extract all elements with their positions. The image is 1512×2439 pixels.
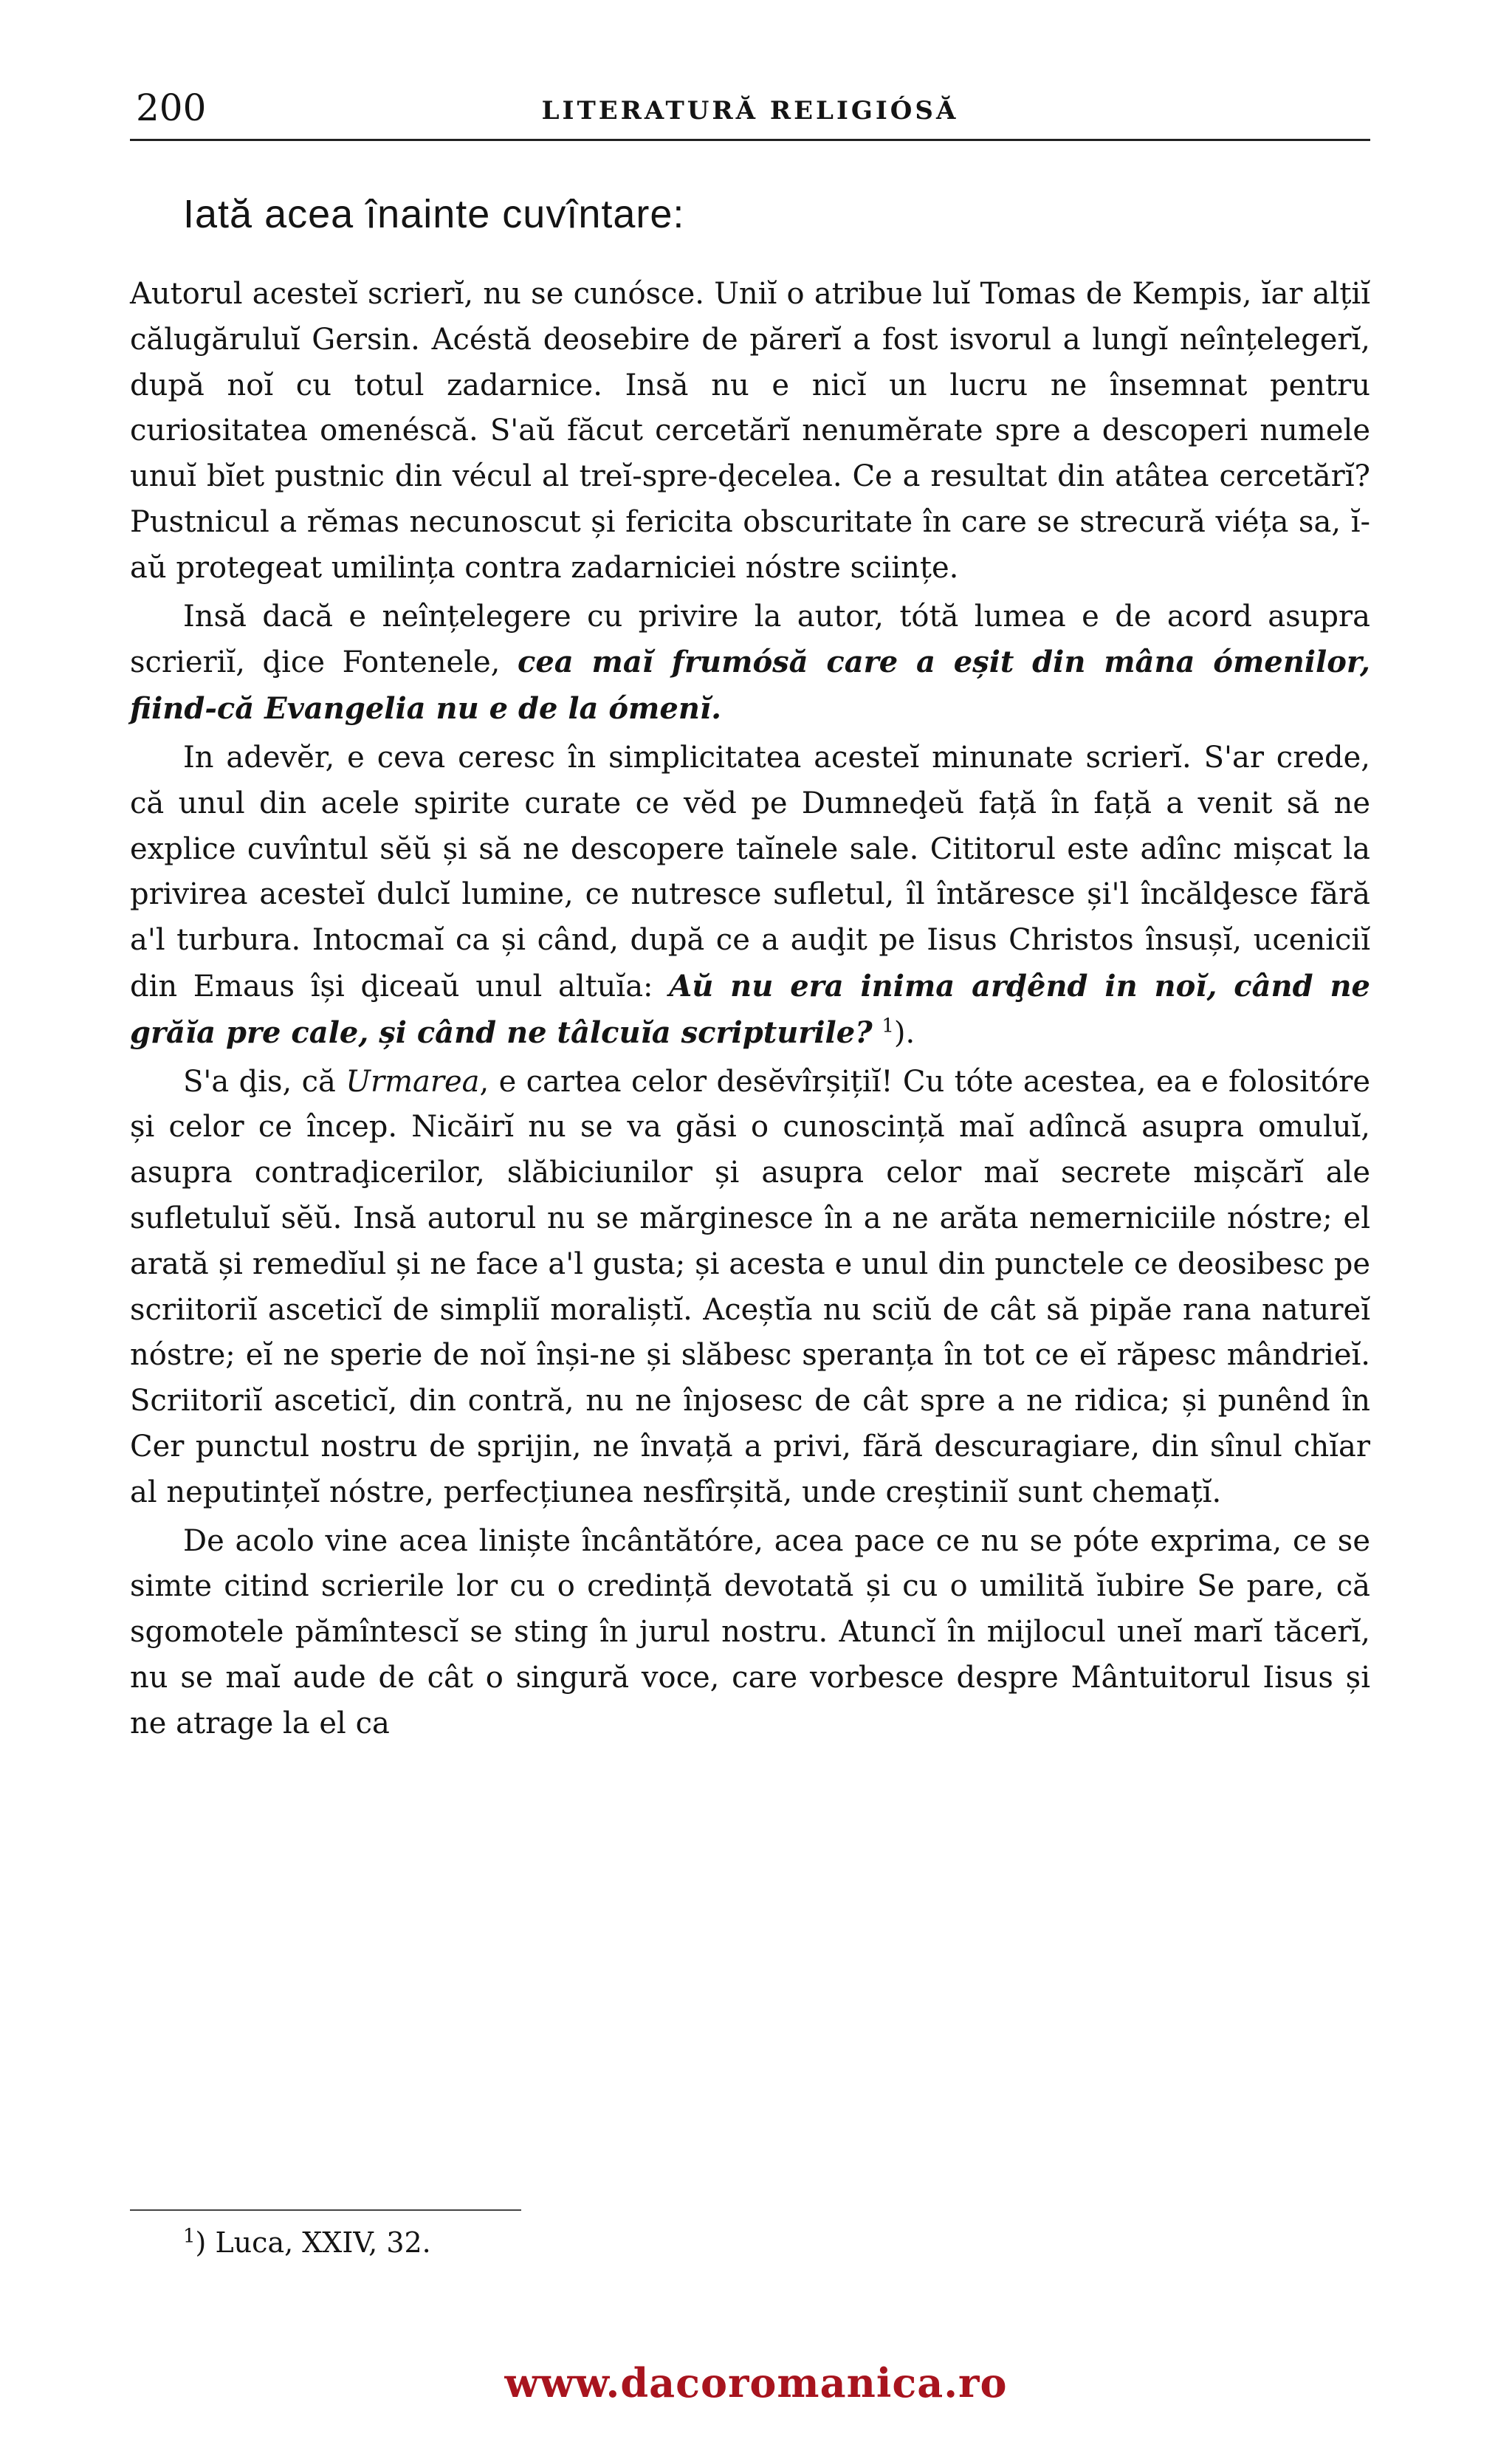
page-number: 200 (136, 86, 207, 129)
paragraph-2-quote: cea maĭ frumósă care a eșit din mâna ómenilor, fiind-că Evangelia nu e de la ómenĭ. (130, 645, 1370, 727)
body-text (130, 272, 1370, 1747)
footnote-text: ) Luca, XXIV, 32. (195, 2226, 431, 2259)
footnote-rule (130, 2209, 521, 2211)
paragraph-3-quote: Aŭ nu era inima arḑênd in noĭ, când ne grăĭa pre cale, și când ne tâlcuĭa scripturile? (130, 968, 1370, 1050)
paragraph-2-text: Insă dacă e neînțelegere cu privire la autor, tótă lumea e de acord asupra scrieriĭ, ḑice Fontenele, (130, 599, 1370, 680)
paragraph-4-text-a: S'a ḑis, că (183, 1064, 346, 1099)
paragraph-4 (130, 1060, 1370, 1516)
paragraph-3-end: ). (893, 1015, 915, 1050)
paragraph-3 (130, 735, 1370, 1057)
paragraph-2 (130, 594, 1370, 733)
header-rule (130, 139, 1370, 141)
section-title: Iată acea înainte cuvîntare: (183, 192, 685, 236)
footnote-reference[interactable]: 1 (882, 1015, 894, 1037)
paragraph-4-title: Urmarea (346, 1064, 480, 1099)
paragraph-4-text-b: , e cartea celor desĕvîrșițiĭ! Cu tóte acestea, ea e folositóre și celor ce încep. Nicăirĭ nu se va găsi o cunoscință maĭ adîncă asupra omuluĭ, asupra contraḑicerilor, slăbiciunilor și asupra celor maĭ secrete mișcărĭ ale sufletuluĭ sĕŭ. Insă autorul nu se mărginesce în a ne arăta nemerniciile nóstre; el arată și remedĭul și ne face a'l gusta; și acesta e unul din punctele ce deosibesc pe scriitoriĭ asceticĭ de simpliĭ moraliștĭ. Aceștĭa nu sciŭ de cât să pipăe rana natureĭ nóstre; eĭ ne sperie de noĭ înși-ne și slăbesc speranța în tot ce eĭ răpesc mândrieĭ. Scriitoriĭ asceticĭ, din contră, nu ne înjosesc de cât spre a ne ridica; și punênd în Cer punctul nostru de sprijin, ne învață a privi, fără descuragiare, din sînul chĭar al neputințeĭ nóstre, perfecțiunea nesfîrșită, unde creștiniĭ sunt chemațĭ. (130, 1064, 1370, 1509)
paragraph-3-text: In adevĕr, e ceva ceresc în simplicitatea acesteĭ minunate scrierĭ. S'ar crede, că unul din acele spirite curate ce vĕd pe Dumneḑeŭ față în față a venit să ne explice cuvîntul sĕŭ și să ne descopere taĭnele sale. Cititorul este adînc mișcat la privirea acesteĭ dulcĭ lumine, ce nutresce sufletul, îl întăresce și'l încălḑesce fără a'l turbura. Intocmaĭ ca și când, după ce a auḑit pe Iisus Christos însușĭ, uceniciĭ din Emaus își ḑiceaŭ unul altuĭa: (130, 740, 1370, 1004)
paragraph-1: Autorul acesteĭ scrierĭ, nu se cunósce. Uniĭ o atribue luĭ Tomas de Kempis, ĭar alțiĭ călugăruluĭ Gersin. Acéstă deosebire de părerĭ a fost isvorul a lungĭ neînțelegerĭ, după noĭ cu totul zadarnice. Insă nu e nicĭ un lucru ne însemnat pentru curiositatea omenéscă. S'aŭ făcut cercetărĭ nenumĕrate spre a descoperi numele unuĭ bĭet pustnic din vécul al treĭ-spre-ḑecelea. Ce a resultat din atâtea cercetărĭ? Pustnicul a rĕmas necunoscut și fericita obscuritate în care se strecură viéța sa, ĭ-aŭ protegeat umilința contra zadarniciei nóstre sciințe. (130, 277, 1370, 585)
page-header (130, 87, 1370, 131)
running-title: LITERATURĂ RELIGIÓSĂ (541, 96, 959, 126)
footnote (183, 2223, 431, 2263)
paragraph-5: De acolo vine acea liniște încântătóre, acea pace ce nu se póte exprima, ce se simte citind scrierile lor cu o credință devotată și cu o umilită ĭubire Se pare, că sgomotele pămîntescĭ se sting în jurul nostru. Atuncĭ în mijlocul uneĭ marĭ tăcerĭ, nu se maĭ aude de cât o singură voce, care vorbesce despre Mântuitorul Iisus și ne atrage la el ca (130, 1523, 1370, 1740)
footnote-marker: 1 (183, 2225, 196, 2248)
watermark-link[interactable]: www.dacoromanica.ro (504, 2359, 1008, 2407)
